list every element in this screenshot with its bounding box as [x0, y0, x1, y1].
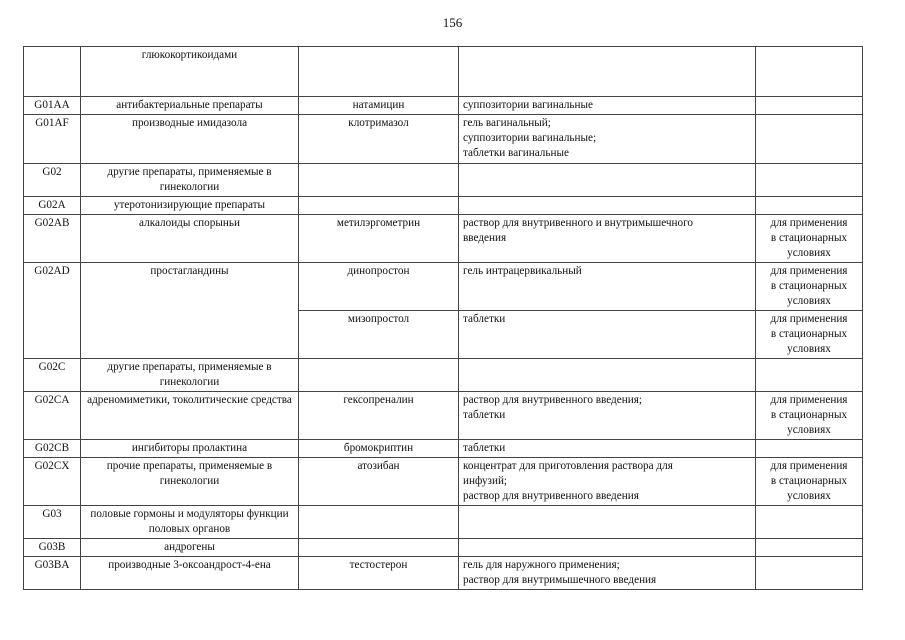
table-row	[24, 539, 863, 557]
note-cell-line: для применения	[770, 394, 848, 406]
atc-code-cell: G03B	[24, 539, 81, 557]
table-row	[24, 47, 863, 97]
atc-code-cell: G01AA	[24, 97, 81, 115]
table-row	[24, 197, 863, 215]
table-row	[24, 115, 863, 164]
table-row	[24, 97, 863, 115]
table-row	[24, 215, 863, 263]
atc-code-cell: G01AF	[24, 115, 81, 164]
note-cell	[756, 392, 863, 440]
note-cell	[756, 359, 863, 392]
group-name-cell: производные имидазола	[81, 115, 299, 164]
inn-cell	[299, 197, 459, 215]
dosage-form-cell	[459, 215, 756, 263]
note-cell	[756, 197, 863, 215]
note-cell-line: условиях	[787, 343, 831, 355]
atc-code-cell: G02A	[24, 197, 81, 215]
note-cell	[756, 263, 863, 311]
group-name-cell: ингибиторы пролактина	[81, 440, 299, 458]
dosage-form-cell	[459, 311, 756, 359]
table-row	[24, 506, 863, 539]
note-cell-line: в стационарных	[770, 232, 848, 244]
dosage-form-cell	[459, 97, 756, 115]
group-name-cell: другие препараты, применяемые в гинекологии	[81, 164, 299, 197]
dosage-form-cell-line: суппозитории вагинальные;	[463, 132, 597, 144]
atc-code-cell: G03BA	[24, 557, 81, 590]
atc-code-cell: G02CB	[24, 440, 81, 458]
atc-code-cell: G02AD	[24, 263, 81, 359]
inn-cell: тестостерон	[299, 557, 459, 590]
note-cell-line: условиях	[787, 424, 831, 436]
dosage-form-cell	[459, 458, 756, 506]
table-body	[24, 47, 863, 590]
table-row	[24, 392, 863, 440]
note-cell	[756, 47, 863, 97]
table-row	[24, 440, 863, 458]
inn-cell: натамицин	[299, 97, 459, 115]
group-name-cell: производные 3-оксоандрост-4-ена	[81, 557, 299, 590]
note-cell	[756, 215, 863, 263]
dosage-form-cell	[459, 539, 756, 557]
inn-cell: динопростон	[299, 263, 459, 311]
inn-cell	[299, 539, 459, 557]
dosage-form-cell	[459, 557, 756, 590]
atc-code-cell: G02AB	[24, 215, 81, 263]
atc-code-cell	[24, 47, 81, 97]
dosage-form-cell-line: гель интрацервикальный	[463, 265, 582, 277]
note-cell-line: в стационарных	[770, 280, 848, 292]
note-cell-line: условиях	[787, 295, 831, 307]
dosage-form-cell-line: таблетки	[463, 313, 506, 325]
note-cell-line: в стационарных	[770, 328, 848, 340]
atc-code-cell: G02	[24, 164, 81, 197]
dosage-form-cell-line: концентрат для приготовления раствора для	[463, 460, 673, 472]
table-row	[24, 164, 863, 197]
atc-code-cell: G02CA	[24, 392, 81, 440]
inn-cell	[299, 164, 459, 197]
group-name-cell: другие препараты, применяемые в гинекологии	[81, 359, 299, 392]
atc-code-cell: G02CX	[24, 458, 81, 506]
dosage-form-cell-line: таблетки	[463, 442, 506, 454]
note-cell	[756, 458, 863, 506]
dosage-form-cell-line: гель вагинальный;	[463, 117, 551, 129]
dosage-form-cell	[459, 506, 756, 539]
dosage-form-cell	[459, 115, 756, 164]
group-name-cell: андрогены	[81, 539, 299, 557]
note-cell	[756, 311, 863, 359]
table-row	[24, 557, 863, 590]
atc-code-cell: G02C	[24, 359, 81, 392]
note-cell-line: условиях	[787, 490, 831, 502]
dosage-form-cell-line: инфузий;	[463, 475, 508, 487]
dosage-form-cell-line: таблетки	[463, 409, 506, 421]
dosage-form-cell	[459, 197, 756, 215]
inn-cell: мизопростол	[299, 311, 459, 359]
note-cell	[756, 97, 863, 115]
dosage-form-cell-line: раствор для внутривенного и внутримышечного	[463, 217, 694, 229]
dosage-form-cell-line: раствор для внутривенного введения	[463, 490, 639, 502]
group-name-cell: глюкокортикоидами	[81, 47, 299, 97]
note-cell	[756, 115, 863, 164]
dosage-form-cell	[459, 359, 756, 392]
note-cell	[756, 506, 863, 539]
note-cell	[756, 164, 863, 197]
note-cell-line: для применения	[770, 460, 848, 472]
group-name-cell: адреномиметики, токолитические средства	[81, 392, 299, 440]
inn-cell: атозибан	[299, 458, 459, 506]
group-name-cell: прочие препараты, применяемые в гинекологии	[81, 458, 299, 506]
dosage-form-cell	[459, 47, 756, 97]
note-cell-line: в стационарных	[770, 475, 848, 487]
group-name-cell: алкалоиды спорыньи	[81, 215, 299, 263]
group-name-cell: половые гормоны и модуляторы функции половых органов	[81, 506, 299, 539]
inn-cell: метилэргометрин	[299, 215, 459, 263]
note-cell	[756, 539, 863, 557]
table-row	[24, 458, 863, 506]
note-cell	[756, 557, 863, 590]
note-cell	[756, 440, 863, 458]
inn-cell: гексопреналин	[299, 392, 459, 440]
note-cell-line: условиях	[787, 247, 831, 259]
group-name-cell: простагландины	[81, 263, 299, 359]
inn-cell: бромокриптин	[299, 440, 459, 458]
inn-cell	[299, 506, 459, 539]
note-cell-line: для применения	[770, 265, 848, 277]
dosage-form-cell-line: суппозитории вагинальные	[463, 99, 593, 111]
inn-cell	[299, 359, 459, 392]
dosage-form-cell	[459, 263, 756, 311]
group-name-cell: утеротонизирующие препараты	[81, 197, 299, 215]
dosage-form-cell-line: гель для наружного применения;	[463, 559, 620, 571]
atc-code-cell: G03	[24, 506, 81, 539]
note-cell-line: в стационарных	[770, 409, 848, 421]
inn-cell	[299, 47, 459, 97]
dosage-form-cell-line: таблетки вагинальные	[463, 147, 569, 159]
inn-cell: клотримазол	[299, 115, 459, 164]
dosage-form-cell	[459, 392, 756, 440]
note-cell-line: для применения	[770, 217, 848, 229]
page-number: 156	[442, 15, 463, 30]
note-cell-line: для применения	[770, 313, 848, 325]
table-row	[24, 359, 863, 392]
dosage-form-cell-line: введения	[463, 232, 507, 244]
drug-classification-table	[23, 46, 863, 590]
dosage-form-cell	[459, 164, 756, 197]
dosage-form-cell-line: раствор для внутримышечного введения	[463, 574, 657, 586]
group-name-cell: антибактериальные препараты	[81, 97, 299, 115]
table-row	[24, 263, 863, 311]
dosage-form-cell	[459, 440, 756, 458]
dosage-form-cell-line: раствор для внутривенного введения;	[463, 394, 642, 406]
